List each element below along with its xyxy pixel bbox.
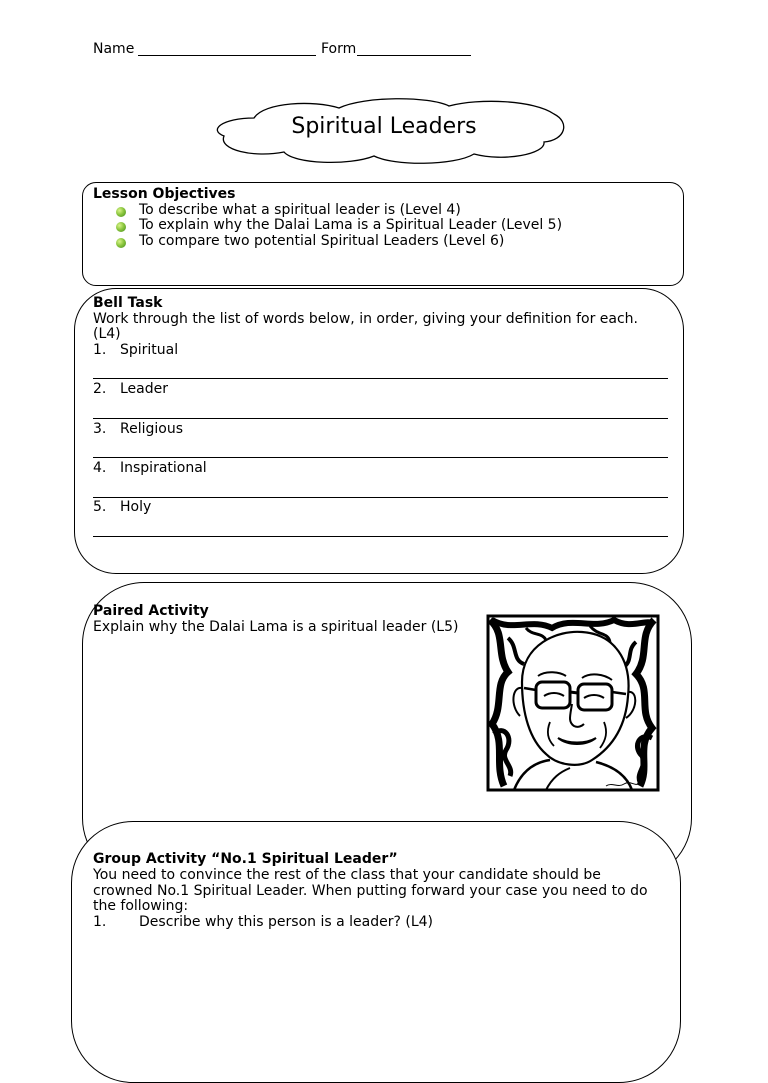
form-blank[interactable] bbox=[357, 55, 471, 56]
answer-line[interactable] bbox=[93, 497, 668, 498]
group-activity-heading: Group Activity “No.1 Spiritual Leader” bbox=[93, 851, 398, 867]
word-item: Leader bbox=[120, 381, 169, 397]
answer-line[interactable] bbox=[93, 418, 668, 419]
paired-activity-heading: Paired Activity bbox=[93, 603, 209, 619]
group-activity-text: the following: bbox=[93, 898, 189, 914]
word-item: Inspirational bbox=[120, 460, 207, 476]
paired-activity-instruction: Explain why the Dalai Lama is a spiritual leader (L5) bbox=[93, 619, 459, 635]
bell-task-instruction: Work through the list of words below, in order, giving your definition for each. bbox=[93, 311, 639, 327]
objective-item: To explain why the Dalai Lama is a Spiritual Leader (Level 5) bbox=[139, 217, 563, 233]
step-text: Describe why this person is a leader? (L4) bbox=[139, 914, 433, 930]
objective-item: To compare two potential Spiritual Leaders (Level 6) bbox=[139, 233, 505, 249]
bell-task-heading: Bell Task bbox=[93, 295, 163, 311]
answer-line[interactable] bbox=[93, 536, 668, 537]
word-item: Holy bbox=[120, 499, 152, 515]
objectives-heading: Lesson Objectives bbox=[93, 186, 236, 202]
page-title: Spiritual Leaders bbox=[291, 114, 477, 139]
answer-line[interactable] bbox=[93, 378, 668, 379]
bell-task-level: (L4) bbox=[93, 326, 121, 342]
answer-line[interactable] bbox=[93, 457, 668, 458]
word-number: 4. bbox=[93, 460, 107, 476]
group-activity-text: crowned No.1 Spiritual Leader. When putting forward your case you need to do bbox=[93, 883, 648, 899]
dalai-lama-portrait-image bbox=[486, 614, 660, 792]
group-activity-text: You need to convince the rest of the class that your candidate should be bbox=[93, 867, 601, 883]
name-blank[interactable] bbox=[138, 55, 316, 56]
step-number: 1. bbox=[93, 914, 107, 930]
objective-item: To describe what a spiritual leader is (Level 4) bbox=[139, 202, 461, 218]
form-label: Form bbox=[321, 41, 357, 57]
bullet-icon bbox=[116, 207, 126, 217]
word-number: 2. bbox=[93, 381, 107, 397]
word-item: Spiritual bbox=[120, 342, 179, 358]
bullet-icon bbox=[116, 238, 126, 248]
word-number: 1. bbox=[93, 342, 107, 358]
bullet-icon bbox=[116, 222, 126, 232]
word-number: 5. bbox=[93, 499, 107, 515]
name-label: Name bbox=[93, 41, 135, 57]
word-item: Religious bbox=[120, 421, 183, 437]
word-number: 3. bbox=[93, 421, 107, 437]
